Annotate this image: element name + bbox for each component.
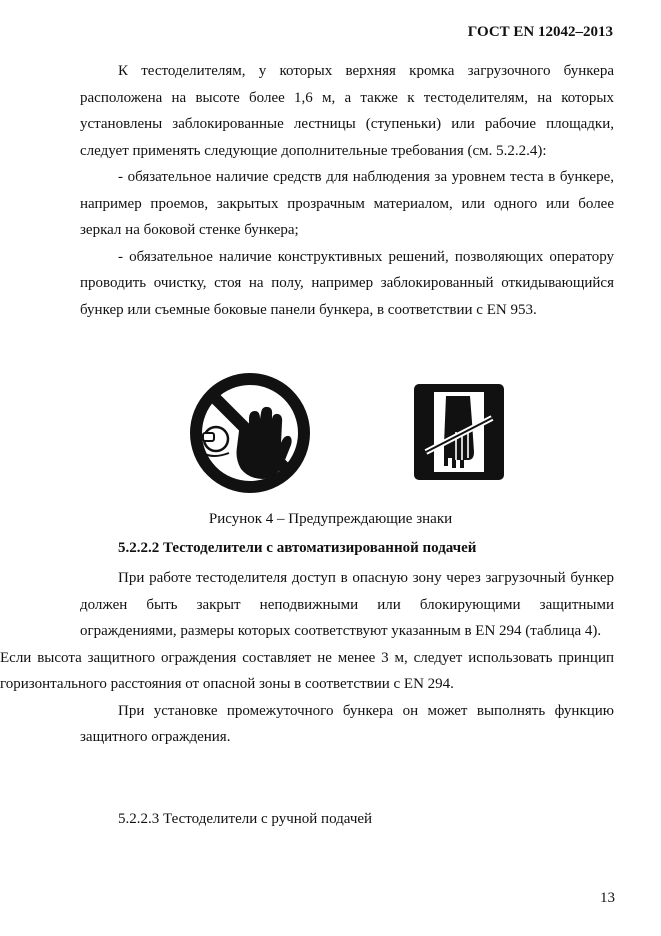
document-code: ГОСТ EN 12042–2013 <box>467 24 613 40</box>
paragraph-fence-height: Если высота защитного ограждения составляет не менее 3 м, следует использовать принцип горизонтального расстояния от опасной зоны в соответствии с EN 294. <box>0 649 614 692</box>
no-hand-prohibition-icon <box>183 373 317 493</box>
paragraph-intermediate-hopper: При установке промежуточного бункера он может выполнять функцию защитного ограждения. <box>80 702 614 745</box>
warning-signs-figure <box>0 370 661 496</box>
paragraph-observation: - обязательное наличие средств для наблюдения за уровнем теста в бункере, например проемов, закрытых прозрачным материалом, или одного или более зеркал на боковой стенке бункера; <box>80 169 614 238</box>
page-number: 13 <box>600 890 615 906</box>
paragraph-cleaning: - обязательное наличие конструктивных решений, позволяющих оператору проводить очистку, стоя на полу, например заблокированный откидывающийся бункер или съемные боковые панели бункера, в соответствии с EN 953. <box>80 248 614 318</box>
section-heading-5-2-2-3: 5.2.2.3 Тестоделители с ручной подачей <box>118 811 373 827</box>
paragraph-requirements: К тестоделителям, у которых верхняя кромка загрузочного бункера расположена на высоте более 1,6 м, а также к тестоделителям, на которых установлены заблокированные лестницы (ступеньки) или рабочие площадки, следует применять следующие дополнительные требования (см. 5.2.2.4): <box>80 63 614 159</box>
figure-caption: Рисунок 4 – Предупреждающие знаки <box>208 511 453 527</box>
paragraph-access: При работе тестоделителя доступ в опасную зону через загрузочный бункер должен быть закрыт неподвижными или блокирующими защитными ограждениями, размеры которых соответствуют указанным в EN 294 (таблица 4). <box>80 570 614 639</box>
section-heading-5-2-2-2: 5.2.2.2 Тестоделители с автоматизированной подачей <box>118 540 477 556</box>
intro-text-block <box>80 58 614 323</box>
section-5-2-2-2-text <box>0 565 614 751</box>
hand-trap-warning-icon <box>412 382 506 482</box>
